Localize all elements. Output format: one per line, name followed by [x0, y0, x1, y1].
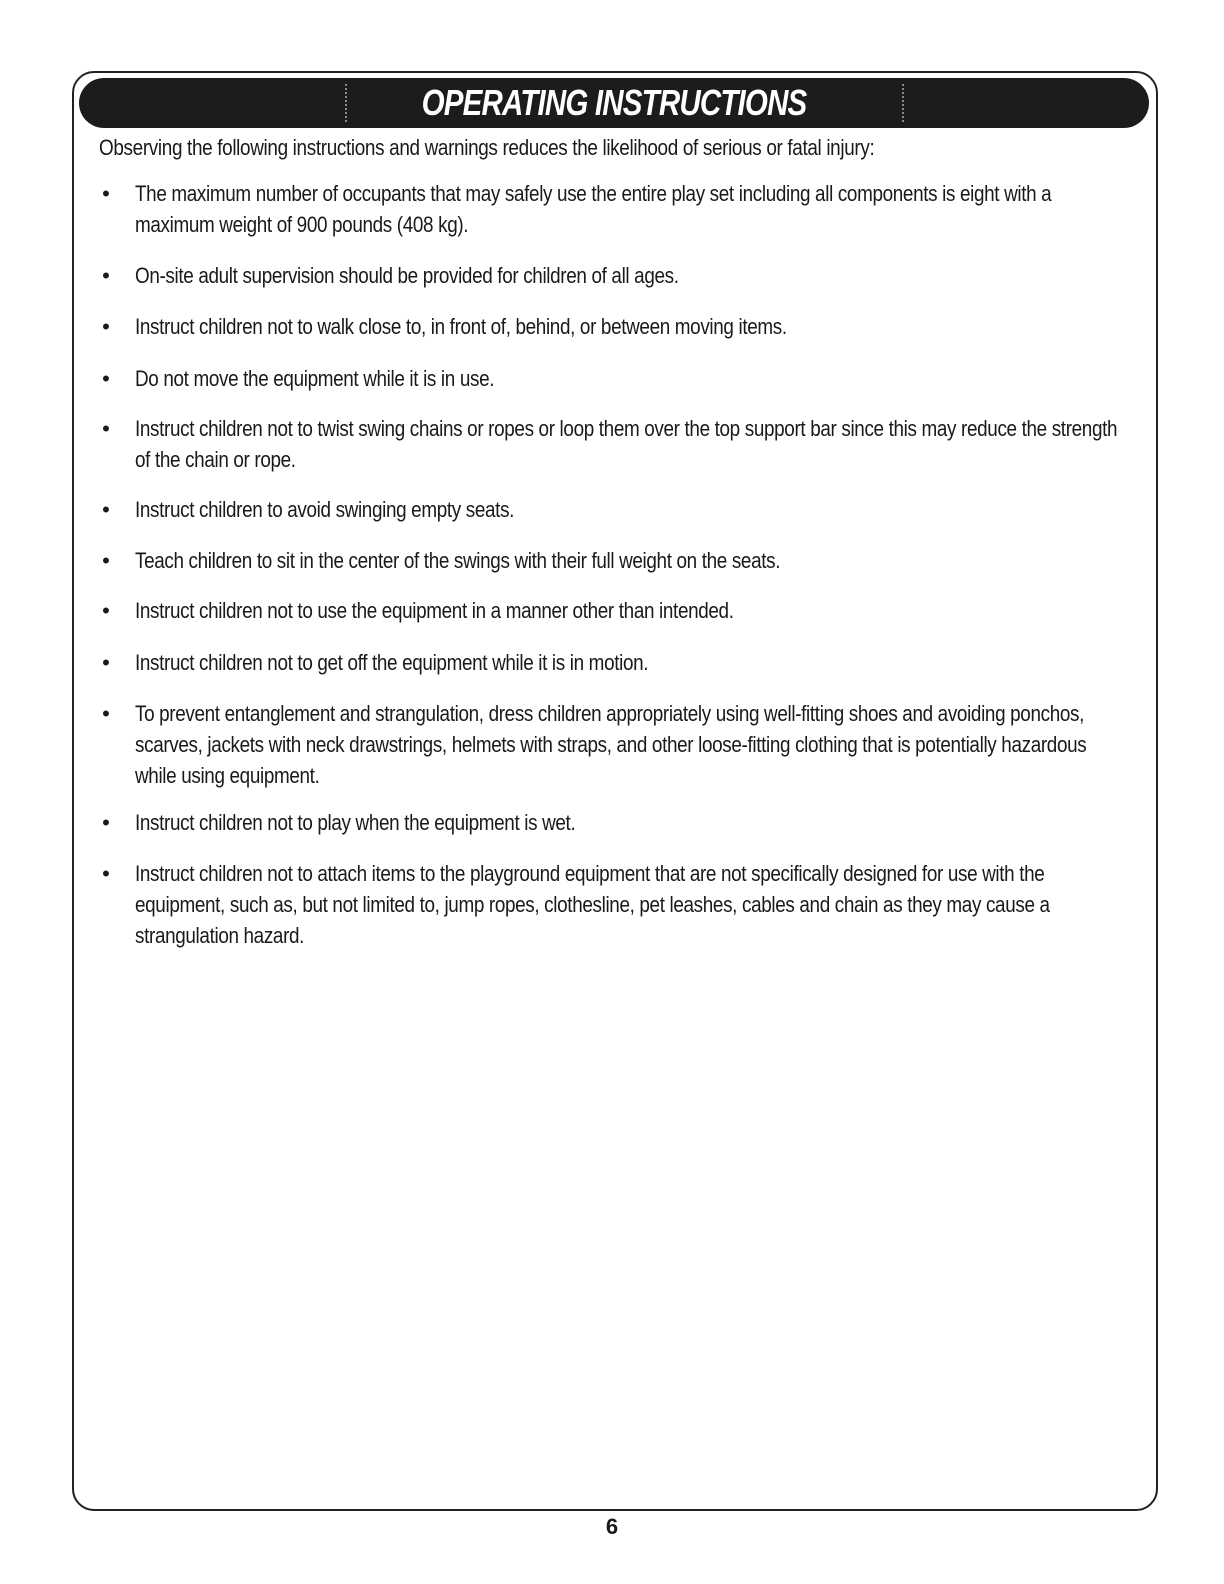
bullet-icon: • [102, 650, 110, 675]
list-item-text: Do not move the equipment while it is in use. [135, 366, 495, 391]
list-item-text: To prevent entanglement and strangulation, dress children appropriately using well-fitting shoes and avoiding ponchos, scarves, jackets with neck drawstrings, helmets with straps, and other loose-fitting clothing that is potentially hazardous while using equipment. [135, 701, 1087, 788]
list-item-text: Instruct children not to attach items to the playground equipment that are not specifically designed for use with the equipment, such as, but not limited to, jump ropes, clothesline, pet leashes, cables and chain as they may cause a strangulation hazard. [135, 861, 1050, 948]
list-item-text: The maximum number of occupants that may safely use the entire play set including all components is eight with a maximum weight of 900 pounds (408 kg). [135, 181, 1052, 237]
bullet-icon: • [102, 181, 110, 206]
bullet-icon: • [102, 263, 110, 288]
bullet-icon: • [102, 314, 110, 339]
bullet-icon: • [102, 497, 110, 522]
bullet-icon: • [102, 810, 110, 835]
list-item-text: Teach children to sit in the center of the swings with their full weight on the seats. [135, 548, 781, 573]
list-item-text: Instruct children to avoid swinging empty seats. [135, 497, 515, 522]
bullet-icon: • [102, 366, 110, 391]
bullet-icon: • [102, 701, 110, 726]
bullet-icon: • [102, 598, 110, 623]
list-item-text: Instruct children not to twist swing chains or ropes or loop them over the top support bar since this may reduce the strength of the chain or rope. [135, 416, 1118, 472]
intro-text: Observing the following instructions and warnings reduces the likelihood of serious or fatal injury: [99, 135, 875, 160]
section-header-bar [79, 78, 1149, 128]
list-item-text: Instruct children not to walk close to, in front of, behind, or between moving items. [135, 314, 787, 339]
section-title: OPERATING INSTRUCTIONS [421, 82, 807, 123]
page-number: 6 [605, 1514, 619, 1539]
bullet-icon: • [102, 416, 110, 441]
list-item-text: Instruct children not to play when the equipment is wet. [135, 810, 576, 835]
bullet-icon: • [102, 548, 110, 573]
list-item-text: Instruct children not to use the equipment in a manner other than intended. [135, 598, 734, 623]
bullet-icon: • [102, 861, 110, 886]
list-item-text: Instruct children not to get off the equipment while it is in motion. [135, 650, 649, 675]
list-item-text: On-site adult supervision should be provided for children of all ages. [135, 263, 679, 288]
